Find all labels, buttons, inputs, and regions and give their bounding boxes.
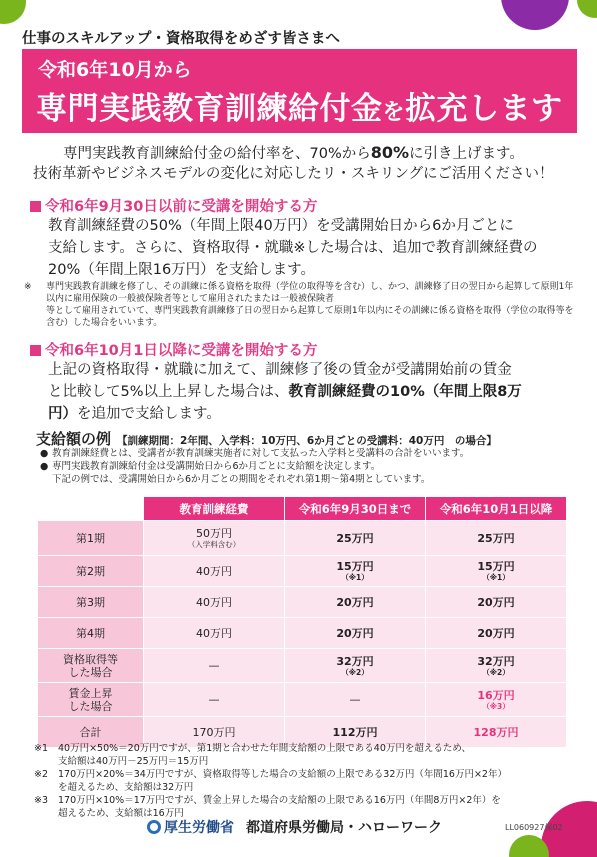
square-bullet-icon (30, 345, 41, 356)
table-cell: 40万円 (144, 556, 285, 587)
bullet-icon: ● (40, 461, 49, 472)
table-cell: 20万円 (285, 587, 426, 618)
table-cell: 40万円 (144, 587, 285, 618)
decor-circle-green (577, 0, 597, 18)
table-cell (144, 521, 285, 556)
body-text-bold: 教育訓練経費の10%（年間上限8万 (288, 384, 522, 400)
ministry-name: 厚生労働省 (164, 820, 234, 836)
table-header: 令和6年10月1日以降 (426, 497, 567, 521)
banner-title-end: 拡充します (405, 91, 563, 127)
section2-body (48, 359, 568, 425)
table-row (38, 683, 567, 717)
body-line: 上記の資格取得・就職に加えて、訓練修了後の賃金が受講開始前の賃金 (48, 362, 512, 378)
list-item-text: 下記の例では、受講開始日から6か月ごとの期間をそれぞれ第1期～第4期としています。 (52, 474, 431, 485)
body-line (48, 381, 568, 403)
document-code: LL060927保02 (505, 823, 563, 832)
list-item (40, 447, 580, 460)
example-condition: 【訓練期間：2年間、入学料：10万円、6か月ごとの受講料：40万円 の場合】 (117, 435, 497, 447)
table-row (38, 618, 567, 649)
cell-subnote: （※2） (482, 667, 510, 677)
row-label-line: した場合 (68, 665, 113, 679)
cell-value: 32万円 (336, 654, 374, 668)
footnote-mark: ※3 (34, 795, 49, 806)
table-row (38, 649, 567, 683)
list-item-text: 専門実践教育訓練給付金は受講開始日から6か月ごとに支給額を決定します。 (52, 461, 381, 472)
square-bullet-icon (30, 201, 41, 212)
body-text-bold: 円） (48, 406, 77, 422)
table-cell (426, 683, 567, 717)
example-title (36, 428, 497, 449)
lead-text: 専門実践教育訓練給付金の給付率を、70%から (63, 146, 371, 162)
row-label: 第2期 (38, 556, 144, 587)
body-line: 支給します。さらに、資格取得・就職※した場合は、追加で教育訓練経費の (48, 240, 538, 256)
body-line: 教育訓練経費の50%（年間上限40万円）を受講開始日から6か月ごとに (48, 218, 514, 234)
section2-heading-text: 令和6年10月1日以降に受講を開始する方 (45, 343, 318, 359)
body-text: を追加で支給します。 (77, 406, 221, 422)
table-cell: — (285, 683, 426, 717)
table-header-blank (38, 497, 144, 521)
row-label: 第1期 (38, 521, 144, 556)
table-header: 教育訓練経費 (144, 497, 285, 521)
note-mark: ※ (24, 282, 32, 292)
table-cell: 25万円 (426, 521, 567, 556)
footnote (34, 768, 564, 794)
footnote-text: 40万円×50%＝20万円ですが、第1期と合わせた年間支給額の上限である40万円を超えるため、 (58, 743, 472, 754)
section1-note (24, 281, 578, 329)
note-text: 等として雇用されていて、専門実践教育訓練修了日の翌日から起算して原則1年以内にその訓練に係る資格を取得（学位の取得等を含む）した場合をいいます。 (46, 306, 574, 328)
cell-subnote: （※1） (482, 573, 510, 582)
cell-subnote: （※1） (341, 573, 369, 582)
cell-value: 50万円 (196, 527, 232, 540)
banner-title (36, 83, 563, 128)
table-cell (426, 649, 567, 683)
table-cell: 170万円 (144, 717, 285, 748)
decor-circle-purple (501, 0, 569, 30)
table-row (38, 556, 567, 587)
table-cell: — (144, 683, 285, 717)
example-title-text: 支給額の例 (36, 430, 112, 448)
row-label: 第3期 (38, 587, 144, 618)
section1-heading (30, 195, 317, 216)
table-cell: 112万円 (285, 717, 426, 748)
example-notes (40, 447, 580, 486)
decor-circle-green (0, 0, 26, 24)
section2-heading (30, 339, 317, 360)
cell-value: 15万円 (477, 560, 515, 573)
table-header-row (38, 497, 567, 521)
footnote-text: 170万円×10%＝17万円ですが、賃金上昇した場合の支給額の上限である16万円（年間8万円×2年）を (58, 795, 501, 806)
banner-title-main: 専門実践教育訓練給付金 (36, 91, 383, 127)
cell-subnote: （入学料含む） (187, 540, 241, 549)
banner-title-particle: を (382, 100, 406, 125)
list-item (40, 460, 580, 473)
footnote-text: 支給額は40万円－25万円＝15万円 (58, 756, 209, 767)
table-cell: — (144, 649, 285, 683)
section1-heading-text: 令和6年9月30日以前に受講を開始する方 (45, 199, 318, 215)
footnote (34, 742, 564, 768)
bullet-icon: ● (40, 448, 49, 459)
lead-rate-highlight: 80% (370, 143, 410, 162)
row-label-line: した場合 (68, 699, 113, 713)
row-label: 合計 (38, 717, 144, 748)
cell-value: 15万円 (336, 560, 374, 573)
cell-subnote: （※3） (482, 701, 510, 711)
table-cell: 20万円 (426, 587, 567, 618)
table-cell: 25万円 (285, 521, 426, 556)
table-cell: 20万円 (285, 618, 426, 649)
body-line: 20%（年間上限16万円）を支給します。 (48, 262, 316, 278)
row-label-line: 資格取得等 (63, 652, 118, 666)
table-cell: 40万円 (144, 618, 285, 649)
footnote-text: を超えるため、支給額は32万円 (58, 782, 194, 793)
table-cell: 128万円 (426, 717, 567, 748)
lead-text: に引き上げます。 (409, 146, 524, 162)
cell-value: 32万円 (477, 654, 515, 668)
footnote-mark: ※2 (34, 769, 49, 780)
table-cell (285, 556, 426, 587)
table-cell (426, 556, 567, 587)
row-label (38, 649, 144, 683)
cell-value: 16万円 (477, 688, 515, 702)
list-item-text: 教育訓練経費とは、受講者が教育訓練実施者に対して支払った入学料と受講料の合計をいいます。 (52, 448, 470, 459)
cell-subnote: （※2） (341, 667, 369, 677)
target-audience-line: 仕事のスキルアップ・資格取得をめざす皆さまへ (22, 31, 340, 47)
row-label: 第4期 (38, 618, 144, 649)
ministry-logo-icon (147, 820, 161, 834)
footnote-text: 超えるため、支給額は16万円 (58, 808, 184, 819)
table-row (38, 521, 567, 556)
footnotes (34, 742, 564, 820)
offices-name: 都道府県労働局・ハローワーク (246, 820, 442, 836)
banner-subtitle: 令和6年10月から (38, 59, 192, 81)
payment-table (37, 496, 567, 748)
footer (147, 817, 442, 837)
table-row (38, 587, 567, 618)
table-header: 令和6年9月30日まで (285, 497, 426, 521)
footnote-mark: ※1 (34, 743, 49, 754)
row-label (38, 683, 144, 717)
section1-body (48, 215, 568, 281)
footnote-text: 170万円×20%＝34万円ですが、資格取得等した場合の支給額の上限である32万円（年間16万円×2年） (58, 769, 507, 780)
body-line (48, 403, 568, 425)
lead-text: 技術革新やビジネスモデルの変化に対応したリ・スキリングにご活用ください！ (33, 166, 554, 182)
row-label-line: 賃金上昇 (68, 686, 113, 700)
title-banner (22, 49, 577, 133)
table-cell: 20万円 (426, 618, 567, 649)
table-cell (285, 649, 426, 683)
lead-paragraph (33, 143, 573, 184)
note-text: 専門実践教育訓練を修了し、その訓練に係る資格を取得（学位の取得等を含む）し、かつ、訓練修了日の翌日から起算して原則1年以内に雇用保険の一般被保険者等として雇用されたまたは一般被保険者 (46, 282, 574, 304)
body-text: と比較して5%以上上昇した場合は、 (48, 384, 289, 400)
